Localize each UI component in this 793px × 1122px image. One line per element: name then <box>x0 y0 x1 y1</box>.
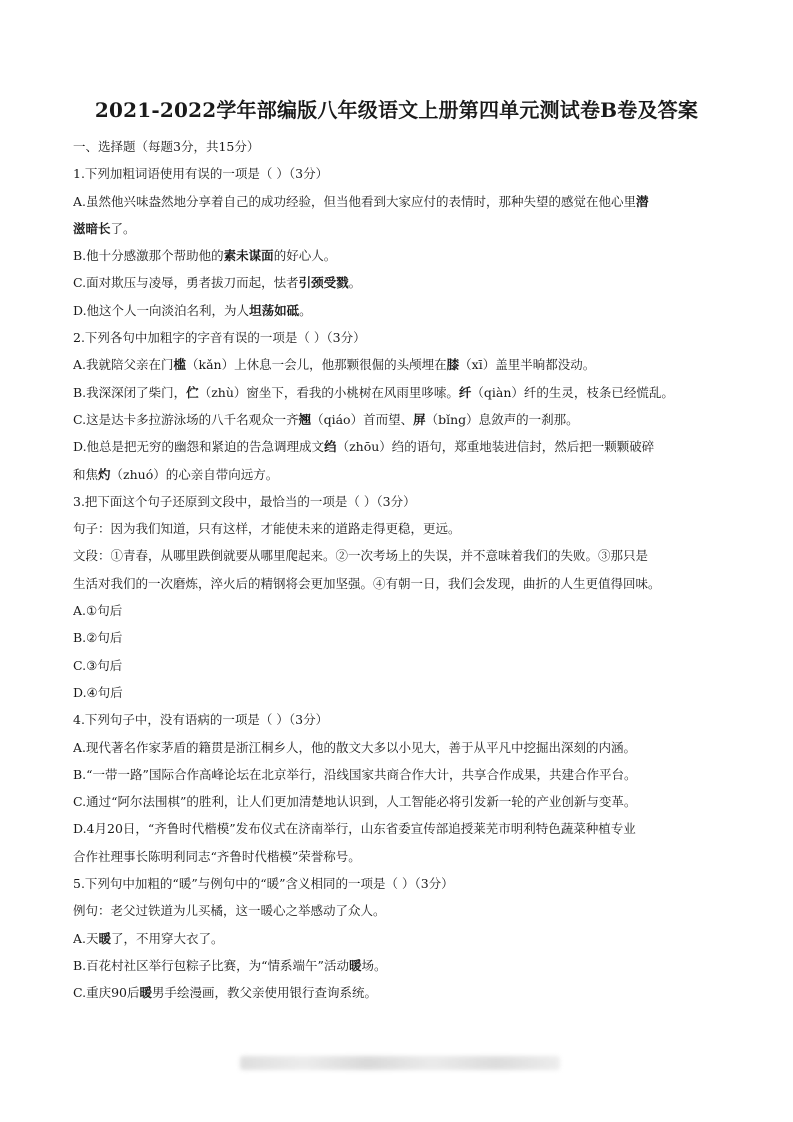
blurred-footer-watermark <box>240 1056 560 1070</box>
question-4-option-b: B.“一带一路”国际合作高峰论坛在北京举行，沿线国家共商合作大计，共享合作成果，共建合作平台。 <box>73 766 637 782</box>
question-5-option-c: C.重庆90后暖男手绘漫画，教父亲使用银行查询系统。 <box>73 985 378 1001</box>
question-1-option-a: A.虽然他兴味盎然地分享着自己的成功经验，但当他看到大家应付的表情时，那种失望的感觉在他心里潜 <box>73 193 649 209</box>
question-2-option-a: A.我就陪父亲在门槛（kǎn）上休息一会儿，他那颗很倔的头颅埋在膝（xī）盖里半晌都没动。 <box>73 357 596 373</box>
question-1-stem: 1.下列加粗词语使用有误的一项是（ ）（3分） <box>73 166 329 182</box>
question-5-option-a: A.天暖了，不用穿大衣了。 <box>73 930 224 946</box>
question-2-option-b: B.我深深闭了柴门，伫（zhù）窗坐下，看我的小桃树在风雨里哆嗦。纤（qiàn）纤的生灵，枝条已经慌乱。 <box>73 384 674 400</box>
question-2-option-d: D.他总是把无穷的幽怨和紧迫的告急调理成文绉（zhōu）绉的语句，郑重地装进信封，然后把一颗颗破碎 <box>73 439 655 455</box>
question-2-option-d-cont: 和焦灼（zhuó）的心亲自带向远方。 <box>73 466 279 482</box>
question-4-option-d: D.4月20日，“齐鲁时代楷模”发布仪式在济南举行，山东省委宣传部追授莱芜市明利特色蔬菜种植专业 <box>73 821 636 837</box>
question-5-option-b: B.百花村社区举行包粽子比赛，为“情系端午”活动暖场。 <box>73 957 387 973</box>
question-3-passage-cont: 生活对我们的一次磨炼，淬火后的精钢将会更加坚强。④有朝一日，我们会发现，曲折的人生更值得回味。 <box>73 575 661 591</box>
question-3-option-a: A.①句后 <box>73 603 123 619</box>
question-3-option-c: C.③句后 <box>73 657 123 673</box>
question-5-stem: 5.下列句中加粗的“暖”与例句中的“暖”含义相同的一项是（ ）（3分） <box>73 876 454 892</box>
document-title: 2021-2022学年部编版八年级语文上册第四单元测试卷B卷及答案 <box>94 98 699 122</box>
question-3-stem: 3.把下面这个句子还原到文段中，最恰当的一项是（ ）（3分） <box>73 493 416 509</box>
question-1-option-c: C.面对欺压与凌辱，勇者拔刀而起，怯者引颈受戮。 <box>73 275 362 291</box>
question-3-option-d: D.④句后 <box>73 684 123 700</box>
question-2-stem: 2.下列各句中加粗字的字音有误的一项是（ ）（3分） <box>73 330 366 346</box>
question-3-option-b: B.②句后 <box>73 630 123 646</box>
question-4-option-d-cont: 合作社理事长陈明利同志“齐鲁时代楷模”荣誉称号。 <box>73 848 361 864</box>
question-4-option-a: A.现代著名作家茅盾的籍贯是浙江桐乡人，他的散文大多以小见大，善于从平凡中挖掘出深刻的内涵。 <box>73 739 637 755</box>
question-4-option-c: C.通过“阿尔法围棋”的胜利，让人们更加清楚地认识到，人工智能必将引发新一轮的产业创新与变革。 <box>73 794 637 810</box>
question-2-option-c: C.这是达卡多拉游泳场的八千名观众一齐翘（qiáo）首而望、屏（bǐng）息敛声的一刹那。 <box>73 411 579 427</box>
question-1-option-a-cont: 滋暗长了。 <box>73 220 136 236</box>
question-3-passage: 文段：①青春，从哪里跌倒就要从哪里爬起来。②一次考场上的失误，并不意味着我们的失败。③那只是 <box>73 548 649 564</box>
section-heading: 一、选择题（每题3分，共15分） <box>73 139 260 154</box>
document-body <box>73 133 723 1007</box>
question-4-stem: 4.下列句子中，没有语病的一项是（ ）（3分） <box>73 712 329 728</box>
question-3-sentence: 句子：因为我们知道，只有这样，才能使未来的道路走得更稳，更远。 <box>73 521 461 537</box>
question-1-option-b: B.他十分感激那个帮助他的素未谋面的好心人。 <box>73 248 337 264</box>
question-1-option-d: D.他这个人一向淡泊名利，为人坦荡如砥。 <box>73 302 312 318</box>
question-5-example: 例句：老父过铁道为儿买橘，这一暖心之举感动了众人。 <box>73 903 386 919</box>
